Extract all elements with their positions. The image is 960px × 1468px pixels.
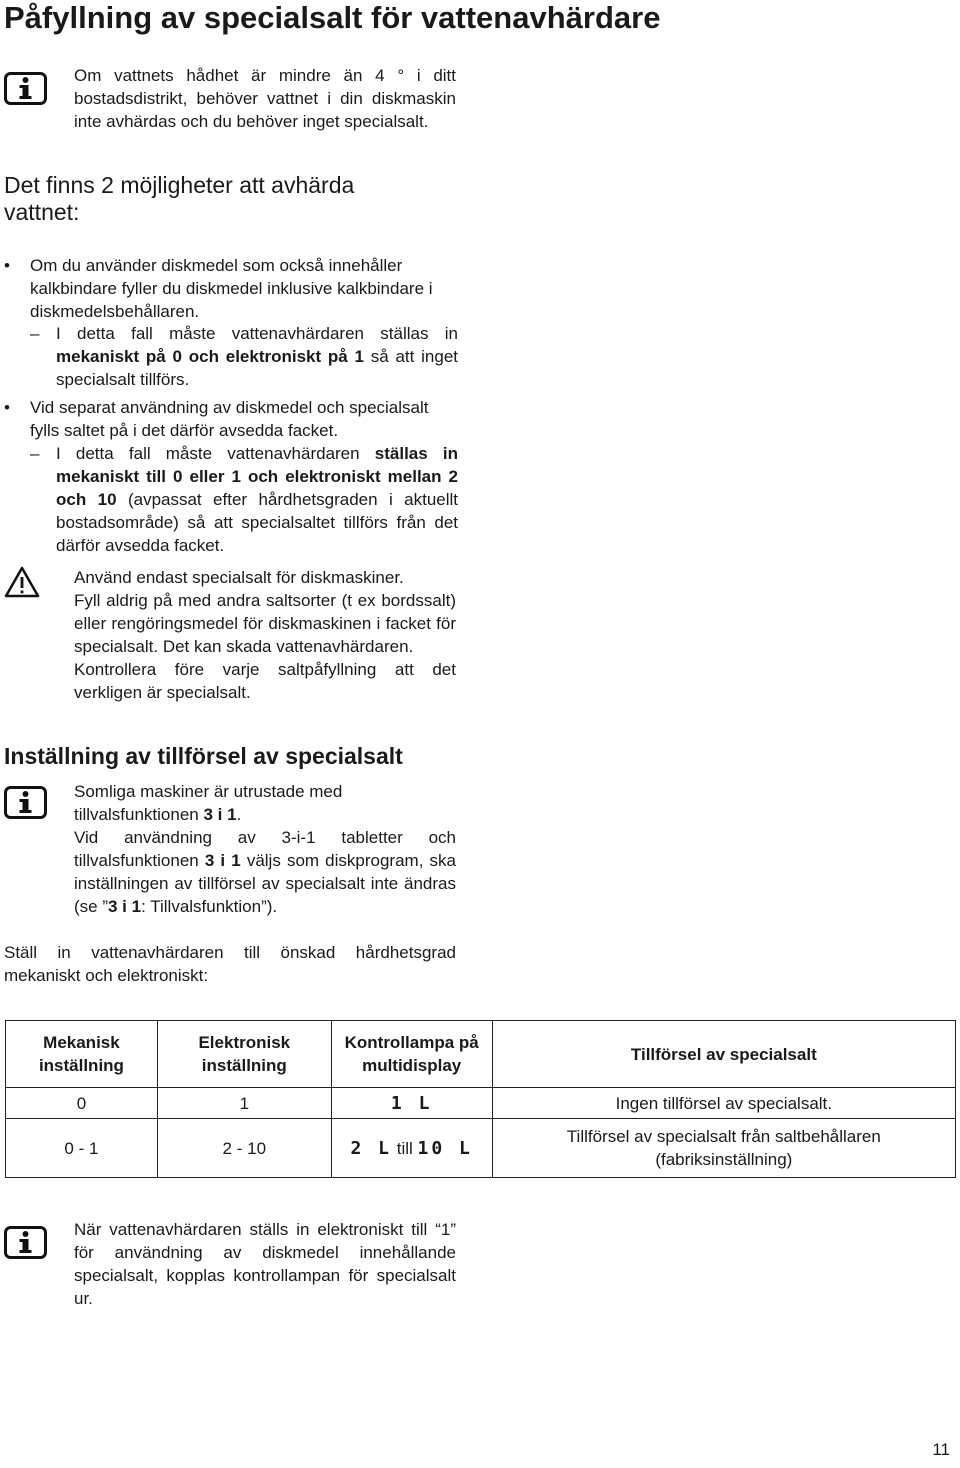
warning-block — [74, 566, 456, 704]
possibilities-heading: Det finns 2 möjligheter att avhärda vattnet: — [4, 172, 355, 225]
header-salt-supply: Tillförsel av specialsalt — [492, 1021, 955, 1088]
info-icon — [4, 1226, 47, 1259]
table-row — [6, 1119, 956, 1178]
lcd-readout: 2 L — [350, 1137, 392, 1159]
cell-electronic: 2 - 10 — [157, 1119, 331, 1178]
bullet-marker: • — [4, 398, 10, 417]
note-electronic-1: När vattenavhärdaren ställs in elektroniskt till “1” för användning av diskmedel innehållande specialsalt, kopplas kontrollampan för specialsalt ur. — [74, 1220, 456, 1308]
cell-mechanical: 0 — [6, 1088, 158, 1119]
lcd-readout: 1 L — [390, 1092, 433, 1114]
section-heading-salt-supply: Inställning av tillförsel av specialsalt — [4, 743, 403, 769]
header-indicator-lamp: Kontrollampa på multidisplay — [331, 1021, 492, 1088]
cell-salt-supply: Ingen tillförsel av specialsalt. — [492, 1088, 955, 1119]
header-electronic: Elektronisk inställning — [157, 1021, 331, 1088]
cell-electronic: 1 — [157, 1088, 331, 1119]
bullet-separate-salt: Vid separat användning av diskmedel och specialsalt fylls saltet på i det därför avsedda facket. — [30, 398, 429, 440]
info-icon — [4, 786, 47, 819]
dash-setting-with-salt: I detta fall måste vattenavhärdaren ställas in mekaniskt till 0 eller 1 och elektroniskt mellan 2 och 10 (avpassat efter hårdhetsgraden i aktuellt bostadsområde) så att specialsaltet tillförs från det därför avsedda facket. — [56, 444, 458, 555]
table-row — [6, 1088, 956, 1119]
cell-indicator — [331, 1088, 492, 1119]
instruction-text: Ställ in vattenavhärdaren till önskad hårdhetsgrad mekaniskt och elektroniskt: — [4, 943, 456, 985]
page-title: Påfyllning av specialsalt för vattenavhärdare — [4, 0, 661, 35]
warning-no-other-salt: Fyll aldrig på med andra saltsorter (t ex bordssalt) eller rengöringsmedel för diskmaskinen i facket för specialsalt. Det kan skada vattenavhärdaren. — [74, 591, 456, 656]
cell-salt-supply: Tillförsel av specialsalt från saltbehållaren (fabriksinställning) — [492, 1119, 955, 1178]
note-water-hardness: Om vattnets hådhet är mindre än 4 ° i ditt bostadsdistrikt, behöver vattnet i din diskmaskin inte avhärdas och du behöver inget specialsalt. — [74, 66, 456, 131]
settings-table — [5, 1020, 956, 1178]
lcd-readout: 10 L — [417, 1137, 473, 1159]
dash-setting-no-salt: I detta fall måste vattenavhärdaren ställas in mekaniskt på 0 och elektroniskt på 1 så att inget specialsalt tillförs. — [56, 324, 458, 389]
page-number: 11 — [932, 1440, 950, 1459]
dash-marker: – — [30, 324, 40, 343]
note-3in1 — [74, 780, 456, 918]
table-header-row — [6, 1021, 956, 1088]
info-icon — [4, 72, 47, 105]
dash-marker: – — [30, 444, 40, 463]
bullet-marker: • — [4, 256, 10, 275]
note-3in1-tablets: Vid användning av 3-i-1 tabletter och tillvalsfunktionen 3 i 1 väljs som diskprogram, ska inställningen av tillförsel av specialsalt inte ändras (se ”3 i 1: Tillvalsfunktion”). — [74, 828, 456, 916]
warning-check-salt: Kontrollera före varje saltpåfyllning att det verkligen är specialsalt. — [74, 660, 456, 702]
note-3in1-intro: Somliga maskiner är utrustade med tillvalsfunktionen 3 i 1. — [74, 782, 343, 824]
cell-mechanical: 0 - 1 — [6, 1119, 158, 1178]
cell-indicator: 2 L till 10 L — [331, 1119, 492, 1178]
header-mechanical: Mekanisk inställning — [6, 1021, 158, 1088]
warning-icon — [4, 566, 40, 598]
warning-only-special-salt: Använd endast specialsalt för diskmaskiner. — [74, 568, 404, 587]
bullet-combined-detergent: Om du använder diskmedel som också innehåller kalkbindare fyller du diskmedel inklusive kalkbindare i diskmedelsbehållaren. — [30, 256, 433, 321]
